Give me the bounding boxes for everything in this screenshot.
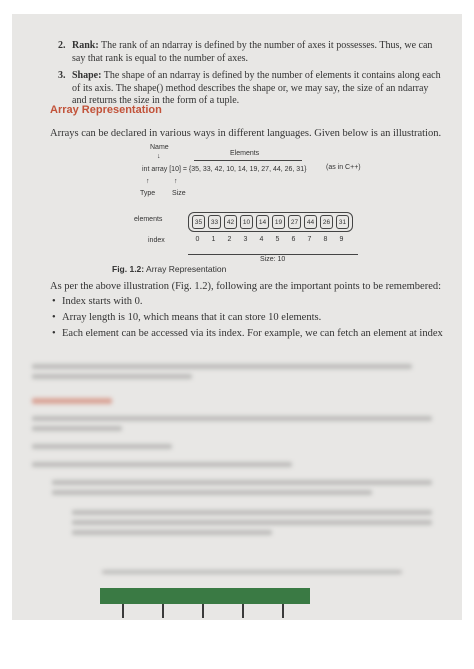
elements-row-label: elements [134, 216, 163, 223]
elements-top-label: Elements [230, 150, 260, 157]
index-value: 8 [323, 236, 328, 243]
bullet-access: • Each element can be accessed via its index. For example, we can fetch an element at index [62, 328, 443, 339]
index-value: 0 [195, 236, 200, 243]
index-value: 1 [211, 236, 216, 243]
green-array-bar [100, 588, 310, 604]
elements-span-line [194, 160, 302, 161]
array-cell: 27 [288, 215, 301, 229]
index-row [191, 236, 348, 243]
name-label: Name [150, 144, 169, 151]
array-cell: 19 [272, 215, 285, 229]
bullet-index: • Index starts with 0. [62, 296, 143, 307]
array-cells [188, 212, 353, 232]
document-photo [12, 14, 462, 620]
arrow-icon [242, 604, 244, 618]
size-label: Size [172, 190, 186, 197]
type-label: Type [140, 190, 156, 197]
textbook-page: 2. Rank: The rank of an ndarray is defined by the number of axes it possesses. Thus, we can say that rank is equal to the number of axes. 3. Shape: The shape of an ndarray is defined by the number of elements it contains along each of its axis. The shape() method describes the shape or, we may say, the size of an ndarray and returns the size in the form of a tuple. Array Representation Arrays can be declared in various ways in different languages. Given below is an illustration. Name ↓ Elements int array [10] = {35, 33, 42, 10, 14, 19, 27, 44, 26, 31} (as in C++) ↑ ↑ Type Size elements 35 33 42 10 14 19 27 44 26 31 index 0 1 2 3 4 5 6 7 8 9 Size: 10 Fig. 1.2: Array Representation As per the above illustration (Fig. 1.2), following are the important points to be remembered: • Index starts with 0. • Array length is 10, which means that it can store 10 elements. • Each element can be accessed via its index. For example, we can fetch an element at index [12, 14, 462, 620]
blurred-region [12, 334, 462, 620]
array-cell: 35 [192, 215, 205, 229]
points-intro: As per the above illustration (Fig. 1.2), following are the important points to be remembered: [50, 281, 442, 292]
bullet-length: • Array length is 10, which means that it can store 10 elements. [62, 312, 321, 323]
index-value: 3 [243, 236, 248, 243]
array-cell: 33 [208, 215, 221, 229]
index-row-label: index [148, 237, 165, 244]
down-arrow-icon: ↓ [157, 153, 161, 160]
array-cell: 26 [320, 215, 333, 229]
array-cell: 31 [336, 215, 349, 229]
array-figure [112, 142, 372, 282]
size-note: Size: 10 [260, 256, 286, 263]
figure-caption: Fig. 1.2: Array Representation [112, 264, 227, 274]
index-value: 6 [291, 236, 296, 243]
arrow-icon [202, 604, 204, 618]
size-span-line [188, 254, 358, 255]
section-title: Array Representation [50, 104, 162, 116]
index-value: 2 [227, 236, 232, 243]
arrow-icon [282, 604, 284, 618]
arrow-icon [122, 604, 124, 618]
array-cell: 42 [224, 215, 237, 229]
up-arrow-icon: ↑ [146, 178, 150, 185]
intro-paragraph: Arrays can be declared in various ways in different languages. Given below is an illustration. [50, 128, 442, 139]
language-note: (as in C++) [326, 164, 361, 171]
up-arrow-icon: ↑ [174, 178, 178, 185]
declaration-text: int array [10] = {35, 33, 42, 10, 14, 19, 27, 44, 26, 31} [142, 166, 307, 173]
index-value: 7 [307, 236, 312, 243]
index-value: 9 [339, 236, 344, 243]
array-cell: 14 [256, 215, 269, 229]
arrow-icon [162, 604, 164, 618]
array-cell: 10 [240, 215, 253, 229]
array-cell: 44 [304, 215, 317, 229]
index-value: 5 [275, 236, 280, 243]
index-value: 4 [259, 236, 264, 243]
